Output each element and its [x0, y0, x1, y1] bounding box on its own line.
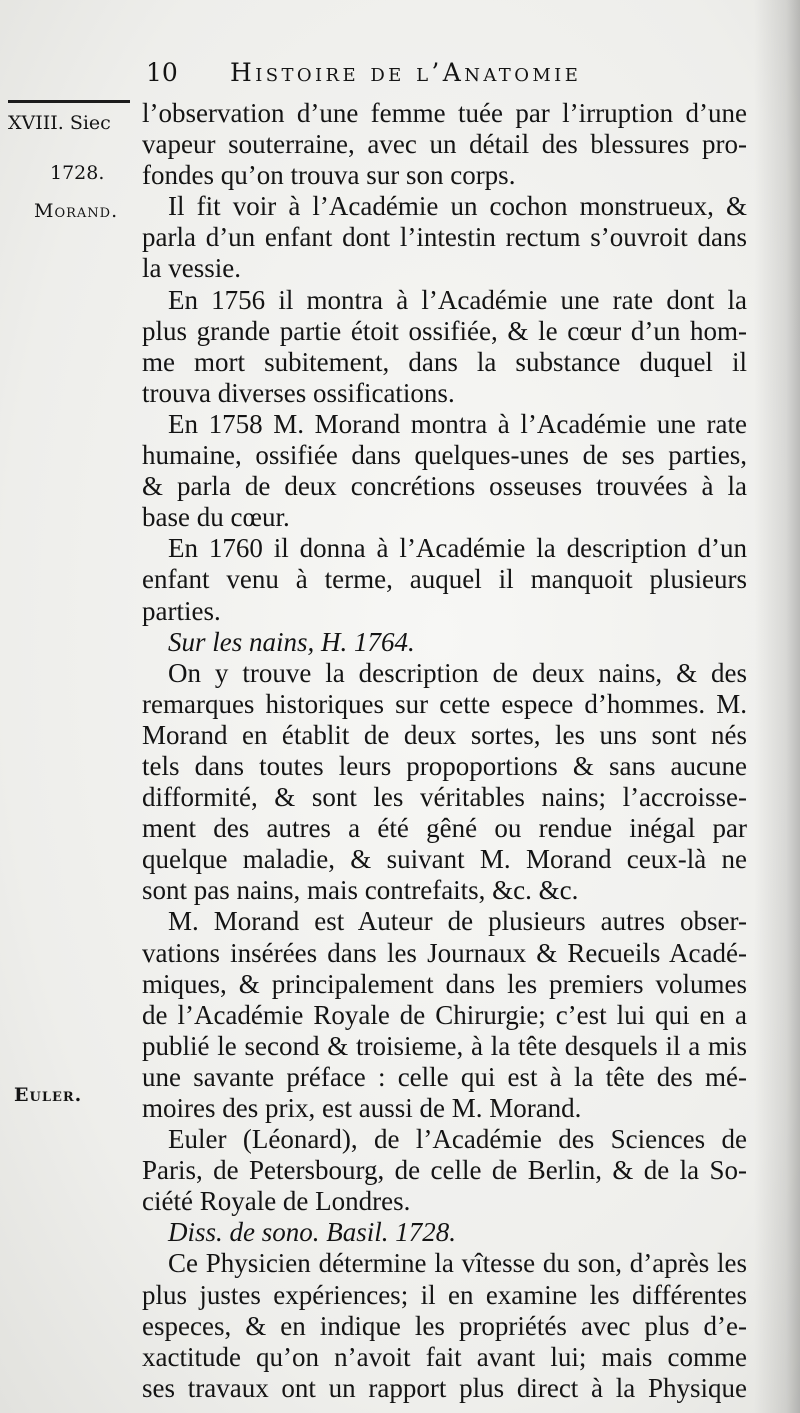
text-line: moires des prix, est aussi de M. Morand.	[142, 1093, 582, 1123]
text-line: vations insérées dans les Journaux & Recueils Acadé-	[142, 937, 747, 968]
text-line: En 1756 il montra à l’Académie une rate dont la	[168, 284, 747, 315]
text-line: tels dans toutes leurs propoportions & sans aucune	[142, 750, 747, 781]
margin-note-author-euler: Euler.	[14, 1084, 83, 1106]
page-number: 10	[146, 58, 178, 87]
text-line: ment des autres a été gêné ou rendue inégal par	[142, 813, 747, 844]
running-title: Histoire de l’Anatomie	[230, 58, 582, 87]
text-line: quelque maladie, & suivant M. Morand ceux-là ne	[142, 844, 747, 875]
text-line: & parla de deux concrétions osseuses trouvées à la	[142, 471, 747, 502]
text-line: difformité, & sont les véritables nains; l’accroisse-	[142, 782, 747, 813]
text-line: ses travaux ont un rapport plus direct à la Physique	[142, 1372, 747, 1403]
page-header	[146, 58, 746, 94]
text-line: plus justes expériences; il en examine les différentes	[142, 1279, 747, 1310]
text-line: Paris, de Petersbourg, de celle de Berlin, & de la So-	[142, 1155, 747, 1186]
text-line: especes, & en indique les propriétés avec plus d’e-	[142, 1310, 747, 1341]
text-line: Il fit voir à l’Académie un cochon monstrueux, &	[168, 191, 747, 222]
text-line: Ce Physicien détermine la vîtesse du son, d’après les	[168, 1248, 747, 1279]
margin-note-century: XVIII. Siec	[8, 112, 111, 134]
text-line: vapeur souterraine, avec un détail des blessures pro-	[142, 129, 747, 160]
text-line: parties.	[142, 595, 221, 626]
text-line: plus grande partie étoit ossifiée, & le cœur d’un hom-	[142, 315, 747, 346]
text-line: fondes qu’on trouva sur son corps.	[142, 160, 516, 191]
gutter-shadow	[754, 0, 800, 1413]
margin-note-year: 1728.	[50, 162, 105, 184]
text-line: enfant venu à terme, auquel il manquoit plusieurs	[142, 564, 747, 595]
text-line: l’observation d’une femme tuée par l’irruption d’une	[142, 98, 747, 128]
text-line: remarques historiques sur cette espece d’hommes. M.	[142, 688, 747, 719]
text-line: de l’Académie Royale de Chirurgie; c’est lui qui en a	[142, 999, 747, 1030]
text-line: En 1758 M. Morand montra à l’Académie une rate	[168, 408, 747, 439]
text-line: base du cœur.	[142, 502, 290, 533]
text-line: la vessie.	[142, 253, 241, 284]
text-line: En 1760 il donna à l’Académie la description d’un	[168, 533, 747, 564]
text-line: me mort subitement, dans la substance duquel il	[142, 346, 747, 377]
text-line: Morand en établit de deux sortes, les uns sont nés	[142, 719, 747, 750]
text-line: M. Morand est Auteur de plusieurs autres obser-	[168, 906, 747, 937]
text-line: ciété Royale de Londres.	[142, 1186, 411, 1217]
margin-rule	[8, 100, 130, 103]
text-line: trouva diverses ossifications.	[142, 377, 455, 408]
text-line: une savante préface : celle qui est à la tête des mé-	[142, 1061, 747, 1092]
text-line: miques, & principalement dans les premiers volumes	[142, 968, 747, 999]
text-line: On y trouve la description de deux nains, & des	[168, 657, 747, 688]
text-line: xactitude qu’on n’avoit fait avant lui; mais comme	[142, 1341, 747, 1372]
text-line: Euler (Léonard), de l’Académie des Sciences de	[168, 1124, 747, 1155]
citation-line: Diss. de sono. Basil. 1728.	[168, 1217, 457, 1248]
citation-line: Sur les nains, H. 1764.	[168, 626, 415, 657]
body-text	[142, 98, 747, 1404]
text-line: sont pas nains, mais contrefaits, &c. &c.	[142, 875, 579, 906]
text-line: publié le second & troisieme, à la tête desquels il a mis	[142, 1030, 747, 1061]
text-line: parla d’un enfant dont l’intestin rectum s’ouvroit dans	[142, 222, 747, 253]
margin-note-author-morand: Morand.	[34, 200, 119, 222]
text-line: humaine, ossifiée dans quelques-unes de ses parties,	[142, 440, 747, 471]
